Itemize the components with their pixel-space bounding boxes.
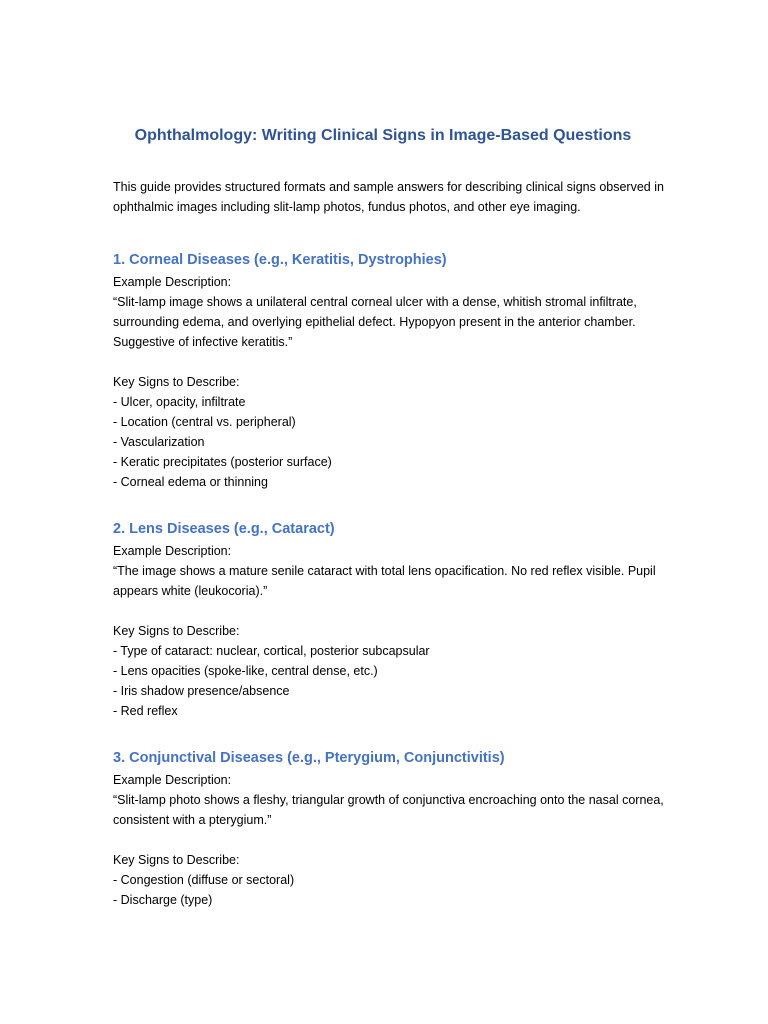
list-item: - Keratic precipitates (posterior surface) — [113, 455, 332, 469]
section-corneal — [113, 250, 673, 492]
list-item: - Lens opacities (spoke-like, central dense, etc.) — [113, 664, 378, 678]
example-label: Example Description: — [113, 275, 232, 289]
list-item: - Type of cataract: nuclear, cortical, posterior subcapsular — [113, 644, 430, 658]
list-item: - Location (central vs. peripheral) — [113, 415, 296, 429]
document-page — [113, 125, 673, 937]
section-lens — [113, 519, 673, 721]
section-heading: 3. Conjunctival Diseases (e.g., Pterygium, Conjunctivitis) — [113, 750, 505, 766]
example-text: “Slit-lamp photo shows a fleshy, triangular growth of conjunctiva encroaching onto the nasal cornea, consistent with a pterygium.” — [113, 793, 664, 827]
signs-label: Key Signs to Describe: — [113, 375, 240, 389]
signs-label: Key Signs to Describe: — [113, 853, 240, 867]
signs-label: Key Signs to Describe: — [113, 624, 240, 638]
signs-list — [113, 870, 673, 910]
section-heading: 1. Corneal Diseases (e.g., Keratitis, Dystrophies) — [113, 252, 447, 268]
example-label: Example Description: — [113, 544, 232, 558]
document-title: Ophthalmology: Writing Clinical Signs in Image-Based Questions — [134, 127, 632, 144]
signs-list — [113, 392, 673, 492]
list-item: - Vascularization — [113, 435, 205, 449]
signs-list — [113, 641, 673, 721]
list-item: - Discharge (type) — [113, 893, 213, 907]
list-item: - Ulcer, opacity, infiltrate — [113, 395, 246, 409]
example-label: Example Description: — [113, 773, 232, 787]
section-conjunctival — [113, 748, 673, 910]
example-text: “The image shows a mature senile cataract with total lens opacification. No red reflex visible. Pupil appears white (leukocoria).” — [113, 564, 656, 598]
intro-paragraph: This guide provides structured formats and sample answers for describing clinical signs observed in ophthalmic images including slit-lamp photos, fundus photos, and other eye imaging. — [113, 180, 664, 214]
example-text: “Slit-lamp image shows a unilateral central corneal ulcer with a dense, whitish stromal infiltrate, surrounding edema, and overlying epithelial defect. Hypopyon present in the anterior chamber. Suggestive of infective keratitis.” — [113, 295, 637, 349]
list-item: - Congestion (diffuse or sectoral) — [113, 873, 295, 887]
list-item: - Red reflex — [113, 704, 178, 718]
list-item: - Iris shadow presence/absence — [113, 684, 290, 698]
list-item: - Corneal edema or thinning — [113, 475, 268, 489]
section-heading: 2. Lens Diseases (e.g., Cataract) — [113, 521, 335, 537]
